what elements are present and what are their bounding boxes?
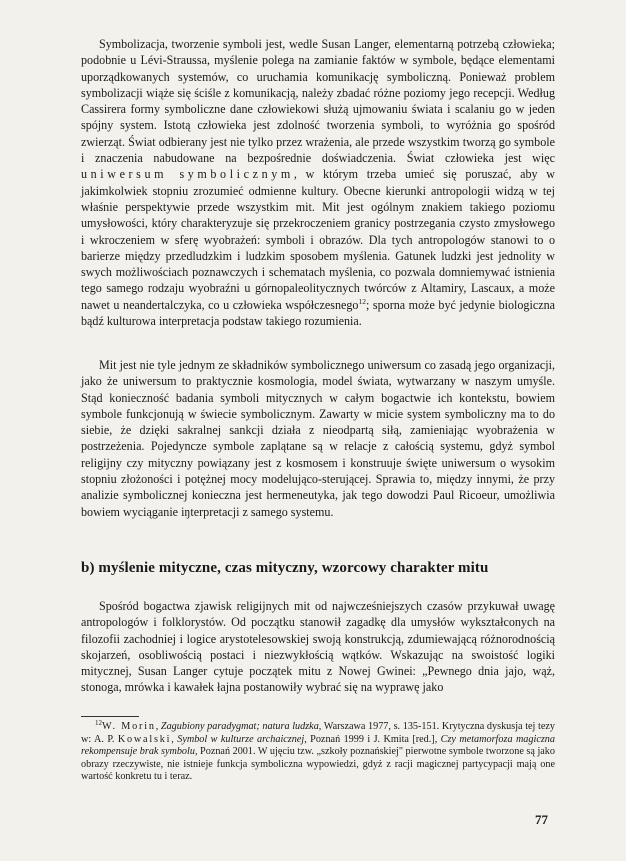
footnote-divider <box>81 716 139 717</box>
footnote-title: Symbol w kulturze archaicznej <box>177 733 305 745</box>
footnote-author: W. Morin <box>102 721 156 732</box>
paragraph-text: ; sporna może być jedynie biologiczna bądź kulturowa interpretacja podstaw takiego rozumienia. <box>81 297 555 329</box>
footnote: $^{12}$W. Morin, Zagubiony paradygmat; natura ludzka, Warszawa 1977, s. 135-151. Krytyczna dyskusja tej tezy w: A. P. Kowalski, Symbol w kulturze archaicznej, Poznań 1999 i J. Kmita [red.], Czy metamorfoza magiczna rekompensuje brak symbolu, Poznań 2001. W ujęciu tzw. „szkoły poznańskiej" pierwotne symbole tworzone są jako obrazy rzeczywiste, nie istnieje funkcja symboliczna wypowiedzi, gdyż z racji magicznej partycypacji mają one wartość konkretu tu i teraz. <box>81 718 555 783</box>
footnote-reference[interactable]: 12 <box>358 296 366 306</box>
emphasized-term: uniwersum symbolicznym <box>81 167 294 182</box>
paragraph-mythical-thinking: Spośród bogactwa zjawisk religijnych mit od najwcześniejszych czasów przykuwał uwagę antropologów i folklorystów. Od początku stanowił zagadkę dla umysłów wykształconych na filozofii zachodniej i logice arystotelesowskiej swoją konstrukcją, zdumiewającą różnorodnością skojarzeń, osobliwością postaci i niezwykłością wątków. Wskazując na swoistość logiki mitycznej, Susan Langer cytuje początek mitu z Nowej Gwinei: „Pewnego dnia jajo, wąż, stonoga, mrówka i kawałek łajna postanowiły wybrać się na wyprawę jako <box>81 599 555 695</box>
footnote-text: , Warszawa 1977, s. 135-151. Krytyczna dyskusja tej tezy w: A. P. <box>81 721 555 745</box>
page-number: 77 <box>535 812 548 827</box>
paragraph-myth-organization: Mit jest nie tyle jednym ze składników symbolicznego uniwersum co zasadą jego organizacji, jako że uniwersum to praktycznie kosmologia, model świata, wytwarzany w naszym umyśle. Stąd konieczność badania symboli mitycznych w całym bogactwie ich kontekstu, bowiem symbole funkcjonują w świecie symbolicznym. Zawarty w micie system symboliczny ma to do siebie, że dzięki sakralnej sankcji działa z nieodpartą siłą, zamieniając wyobrażenia w postrzeżenia. Pojedyncze symbole zaplątane są w relacje z całością systemu, gdyż symbol religijny czy mityczny powiązany jest z kosmosem i konstruuje święte uniwersum o wysokim stopniu złożoności i potężnej mocy modelująco-sterującej. Sprawia to, między innymi, że przy analizie symbolicznej konieczna jest hermeneutyka, jak tego dowodzi Paul Ricoeur, umożliwia bowiem wyciąganie iŋterpretacji z samego systemu. <box>81 358 555 519</box>
footnote-title: Czy metamorfoza magiczna rekompensuje brak symbolu <box>81 733 555 758</box>
footnote-author: Kowalski <box>117 733 172 745</box>
footnote-title: Zagubiony paradygmat; natura ludzka <box>160 721 319 732</box>
footnote-number: 12 <box>95 718 102 727</box>
section-heading: b) myślenie mityczne, czas mityczny, wzorcowy charakter mitu <box>81 560 489 576</box>
paragraph-symbolization <box>81 36 555 329</box>
paragraph-text: , w którym trzeba umieć się poruszać, aby w jakimkolwiek stopniu zrozumieć odmienne kultury. Obecne kierunki antropologii widzą w tej właśnie perspektywie przede wszystkim mit. Mit jest ogólnym znakiem takiego poziomu umysłowości, który charakteryzuje się przekroczeniem granicy postrzegania czysto zmysłowego i wkroczeniem w sferę wyobrażeń: symboli i obrazów. Dla tych antropologów stanowi to o barierze między przedludzkim i ludzkim sposobem myślenia. Gatunek ludzki jest jednolity w swych możliwościach poznawczych i schematach myślenia, co pozwala domniemywać istnienia tego samego rodzaju wyobraźni u górnopaleolitycznych twórców z Altamiry, Lascaux, a może nawet u neandertalczyka, co u człowieka współczesnego <box>81 167 555 312</box>
paragraph-text: Symbolizacja, tworzenie symboli jest, wedle Susan Langer, elementarną potrzebą człowieka; podobnie u Lévi-Straussa, myślenie polega na zamianie faktów w symbole, będące elementami uporządkowanych systemów, co uruchamia komunikację symboliczną. Ponieważ problem symbolizacji wiąże się ściśle z komunikacją, należy zbadać różne poziomy jego recepcji. Według Cassirera formy symboliczne dane człowiekowi służą ujmowaniu świata i scalaniu go w jeden spójny system. Istotą człowieka jest zdolność tworzenia symboli, to wyróżnia go spośród zwierząt. Świat odbierany jest nie tylko przez wrażenia, ale przede wszystkim tworzą go symbole i znaczenia nabudowane na bezpośrednie doświadczenia. Świat człowieka jest więc <box>81 37 555 166</box>
footnote-text: , Poznań 1999 i J. Kmita [red.], <box>304 733 438 745</box>
footnote-text: , Poznań 2001. W ujęciu tzw. „szkoły poznańskiej" pierwotne symbole tworzone są jako obrazy rzeczywiste, nie istnieje funkcja symboliczna wypowiedzi, gdyż z racji magicznej partycypacji mają one wartość konkretu tu i teraz. <box>81 746 555 783</box>
